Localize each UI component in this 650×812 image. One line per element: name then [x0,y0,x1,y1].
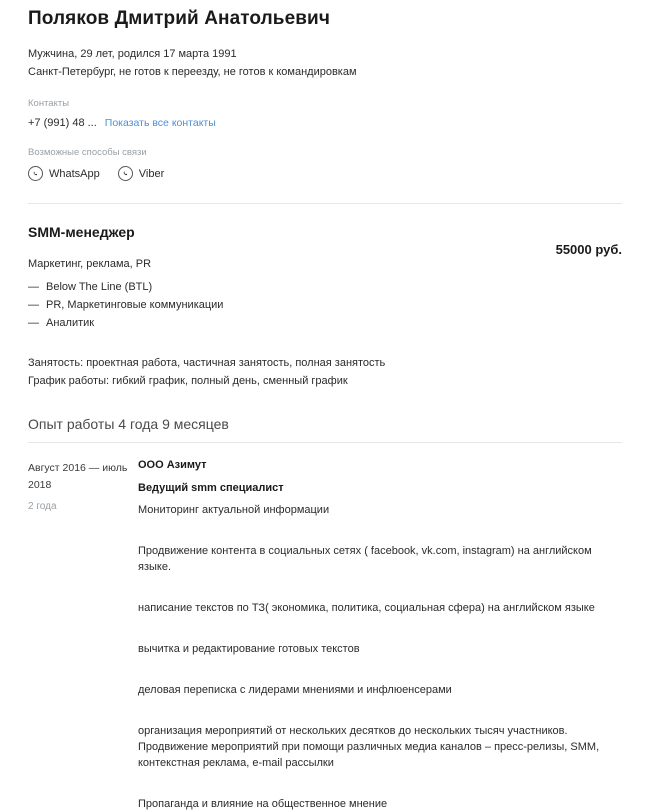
salary-amount: 55000 руб. [555,242,622,257]
communication-caption: Возможные способы связи [28,147,147,158]
experience-heading: Опыт работы 4 года 9 месяцев [28,416,229,432]
personal-summary-age: Мужчина, 29 лет, родился 17 марта 1991 [28,48,237,60]
experience-period-block [28,459,138,515]
job-description-line: Пропаганда и влияние на общественное мнение [138,798,388,810]
specialization-item: — PR, Маркетинговые коммуникации [28,296,223,314]
specialization-item: — Аналитик [28,314,223,332]
position-header [28,224,622,332]
contacts-caption: Контакты [28,98,70,109]
specialization-item: — Below The Line (BTL) [28,278,223,296]
contacts-row [28,117,622,129]
personal-summary-location: Санкт-Петербург, не готов к переезду, не готов к командировкам [28,66,357,78]
job-description-line: деловая переписка с лидерами мнениями и инфлюенсерами [138,684,452,696]
position-title: SMM-менеджер [28,224,135,240]
job-description-line: Мониторинг актуальной информации [138,504,330,516]
divider-top [28,203,622,204]
job-description-line: вычитка и редактирование готовых текстов [138,643,360,655]
specialization-title: Маркетинг, реклама, PR [28,258,152,270]
phone-number: +7 (991) 48 ... [28,117,97,129]
divider-experience [28,442,622,443]
job-title: Ведущий smm специалист [138,482,284,494]
company-name: ООО Азимут [138,459,207,471]
employment-block [28,354,622,390]
experience-entry [28,459,622,812]
page-title: Поляков Дмитрий Анатольевич [28,8,330,29]
messenger-list [28,166,622,181]
job-description [138,502,622,812]
messenger-label-whatsapp: WhatsApp [49,167,100,180]
specialization-list [28,278,223,332]
experience-period: Август 2016 — июль 2018 [28,462,128,491]
job-description-line: написание текстов по ТЗ( экономика, политика, социальная сфера) на английском языке [138,602,595,614]
job-description-line: организация мероприятий от нескольких десятков до нескольких тысяч участников. Продвижение мероприятий при помощи различных медиа каналов – пресс-релизы, SMM, контекстная реклама, e-mail рассылки [138,725,600,769]
messenger-item-whatsapp[interactable] [28,166,100,181]
experience-details [138,459,622,812]
job-description-line: Продвижение контента в социальных сетях ( facebook, vk.com, instagram) на английском языке. [138,545,592,573]
messenger-item-viber[interactable] [118,166,164,181]
whatsapp-icon [28,166,43,181]
viber-icon [118,166,133,181]
work-schedule: График работы: гибкий график, полный день, сменный график [28,375,348,387]
employment-types: Занятость: проектная работа, частичная занятость, полная занятость [28,357,386,369]
experience-duration: 2 года [28,501,57,512]
show-all-contacts-link[interactable]: Показать все контакты [104,117,216,129]
messenger-label-viber: Viber [138,167,165,180]
